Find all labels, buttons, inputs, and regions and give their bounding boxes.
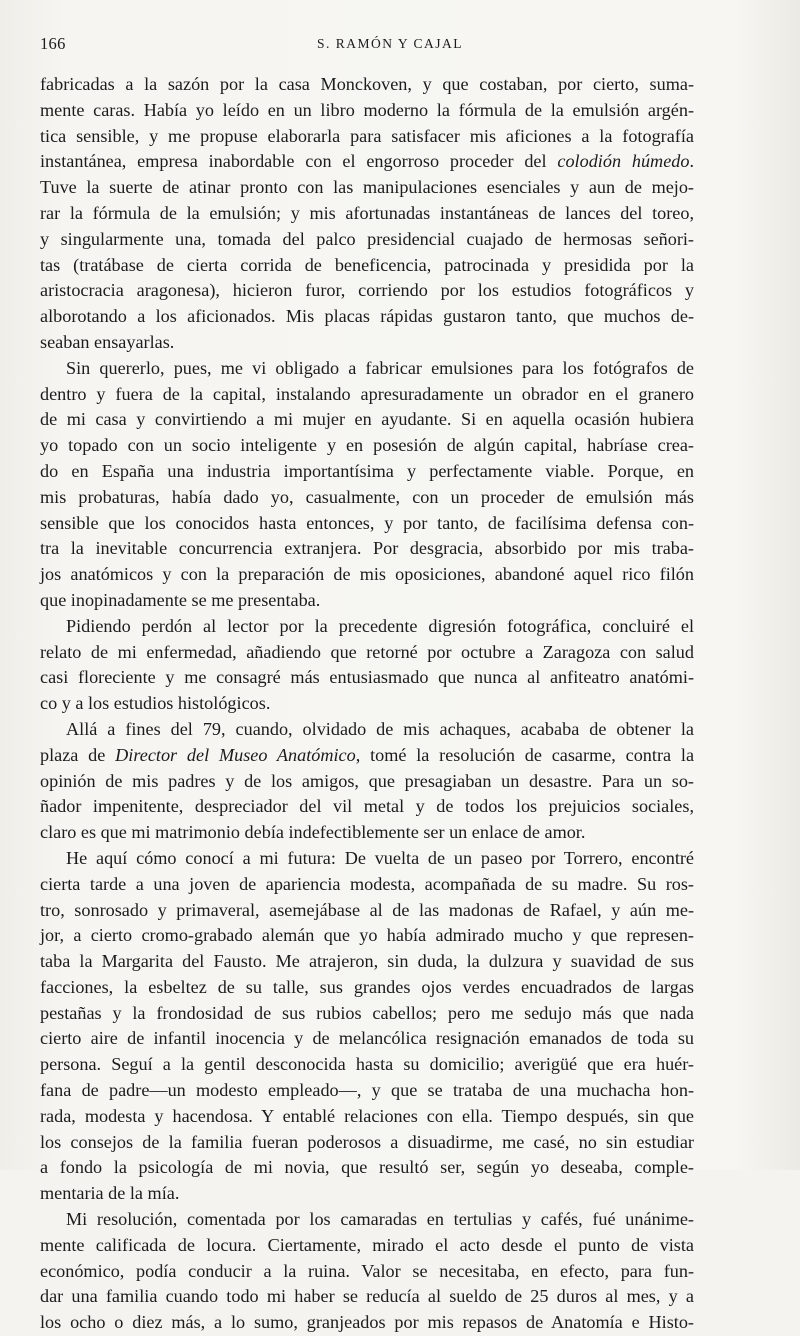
text-line: ñador impenitente, despreciador del vil metal y de todos los prejuicios sociales, <box>40 796 694 817</box>
text-line: a fondo la psicología de mi novia, que resultó ser, según yo deseaba, comple- <box>40 1157 694 1178</box>
text-line: mentaria de la mía. <box>40 1183 180 1204</box>
text-line: relato de mi enfermedad, añadiendo que retorné por octubre a Zaragoza con salud <box>40 641 694 662</box>
page-header <box>40 34 730 56</box>
italic-term: Director del Museo Anatómico <box>115 744 356 765</box>
text-line: Sin quererlo, pues, me vi obligado a fabricar emulsiones para los fotógrafos de <box>66 357 694 378</box>
text-line: Pidiendo perdón al lector por la precedente digresión fotográfica, concluiré el <box>66 615 694 636</box>
text-line: fana de padre—un modesto empleado—, y que se trataba de una muchacha hon- <box>40 1080 694 1101</box>
text-line: y singularmente una, tomada del palco presidencial cuajado de hermosas señori- <box>40 228 694 249</box>
text-line: jor, a cierto cromo-grabado alemán que yo había admirado mucho y que represen- <box>40 925 694 946</box>
text-line: cierto aire de infantil inocencia y de melancólica resignación emanados de toda su <box>40 1028 694 1049</box>
text-line: los consejos de la familia fueran poderosos a disuadirme, me casé, no sin estudiar <box>40 1131 694 1152</box>
text-line: persona. Seguí a la gentil desconocida hasta su domicilio; averigüé que era huér- <box>40 1054 694 1075</box>
running-head: S. RAMÓN Y CAJAL <box>316 36 463 51</box>
text-line: seaban ensayarlas. <box>40 331 175 352</box>
text-line: mis probaturas, había dado yo, casualmente, con un proceder de emulsión más <box>40 486 694 507</box>
italic-term: colodión húmedo <box>557 151 690 172</box>
text-line: rar la fórmula de la emulsión; y mis afortunadas instantáneas de lances del toreo, <box>40 202 694 223</box>
text-line: sensible que los conocidos hasta entonces, y por tanto, de facilísima defensa con- <box>40 512 694 533</box>
text-line: tra la inevitable concurrencia extranjera. Por desgracia, absorbido por mis traba- <box>40 538 694 559</box>
text-line: mente caras. Había yo leído en un libro moderno la fórmula de la emulsión argén- <box>40 99 694 120</box>
text-line: cierta tarde a una joven de apariencia modesta, acompañada de su madre. Su ros- <box>40 873 694 894</box>
page-number: 166 <box>40 34 66 53</box>
text-line: yo topado con un socio inteligente y en posesión de algún capital, habríase crea- <box>40 435 694 456</box>
text-line: fabricadas a la sazón por la casa Monckoven, y que costaban, por cierto, suma- <box>40 74 694 94</box>
text-line: taba la Margarita del Fausto. Me atrajeron, sin duda, la dulzura y suavidad de sus <box>40 951 694 972</box>
text-line: He aquí cómo conocí a mi futura: De vuelta de un paseo por Torrero, encontré <box>66 847 694 868</box>
text-line: los ocho o diez más, a lo sumo, granjeados por mis repasos de Anatomía e Histo- <box>40 1312 694 1333</box>
text-line: casi floreciente y me consagré más entusiasmado que nunca al anfiteatro anatómi- <box>40 667 694 688</box>
text-line: claro es que mi matrimonio debía indefectiblemente ser un enlace de amor. <box>40 822 586 843</box>
text-line: de mi casa y convirtiendo a mi mujer en ayudante. Si en aquella ocasión hubiera <box>40 409 694 430</box>
text-line: facciones, la esbeltez de su talle, sus grandes ojos verdes encuadrados de largas <box>40 976 694 997</box>
text-line: co y a los estudios histológicos. <box>40 693 271 714</box>
text-line: opinión de mis padres y de los amigos, que presagiaban un desastre. Para un so- <box>40 770 694 791</box>
text-line: rada, modesta y hacendosa. Y entablé relaciones con ella. Tiempo después, sin que <box>40 1105 694 1126</box>
text-line: tica sensible, y me propuse elaborarla para satisfacer mis aficiones a la fotografía <box>40 125 694 146</box>
text-line: Allá a fines del 79, cuando, olvidado de mis achaques, acababa de obtener la <box>66 718 694 739</box>
text-line-italic-term: instantánea, empresa inabordable con el engorroso proceder del colodión húmedo. <box>40 151 694 172</box>
text-line: tas (tratábase de cierta corrida de beneficencia, patrocinada y presidida por la <box>40 254 694 275</box>
text-line: económico, podía conducir a la ruina. Valor se necesitaba, en efecto, para fun- <box>40 1260 694 1281</box>
text-line: jos anatómicos y con la preparación de mis oposiciones, abandoné aquel rico filón <box>40 564 694 585</box>
text-line: dar una familia cuando todo mi haber se reducía al sueldo de 25 duros al mes, y a <box>40 1286 694 1307</box>
text-line: pestañas y la frondosidad de sus rubios cabellos; pero me sedujo más que nada <box>40 1002 694 1023</box>
text-line: que inopinadamente se me presentaba. <box>40 589 321 610</box>
body-text <box>40 72 694 1336</box>
text-line-italic-term: plaza de Director del Museo Anatómico, tomé la resolución de casarme, contra la <box>40 744 695 765</box>
text-line: tro, sonrosado y primaveral, asemejábase al de las madonas de Rafael, y aún me- <box>40 899 694 920</box>
text-line: aristocracia aragonesa), hicieron furor, corriendo por los estudios fotográficos y <box>40 280 694 301</box>
text-line: alborotando a los aficionados. Mis placas rápidas gustaron tanto, que muchos de- <box>40 306 694 327</box>
text-line: Mi resolución, comentada por los camaradas en tertulias y cafés, fué unánime- <box>66 1209 694 1230</box>
text-line: mente calificada de locura. Ciertamente, mirado el acto desde el punto de vista <box>40 1234 694 1255</box>
text-line: Tuve la suerte de atinar pronto con las manipulaciones esenciales y aun de mejo- <box>40 177 694 198</box>
text-line: dentro y fuera de la capital, instalando apresuradamente un obrador en el granero <box>40 383 694 404</box>
text-line: do en España una industria importantísima y perfectamente viable. Porque, en <box>40 460 694 481</box>
